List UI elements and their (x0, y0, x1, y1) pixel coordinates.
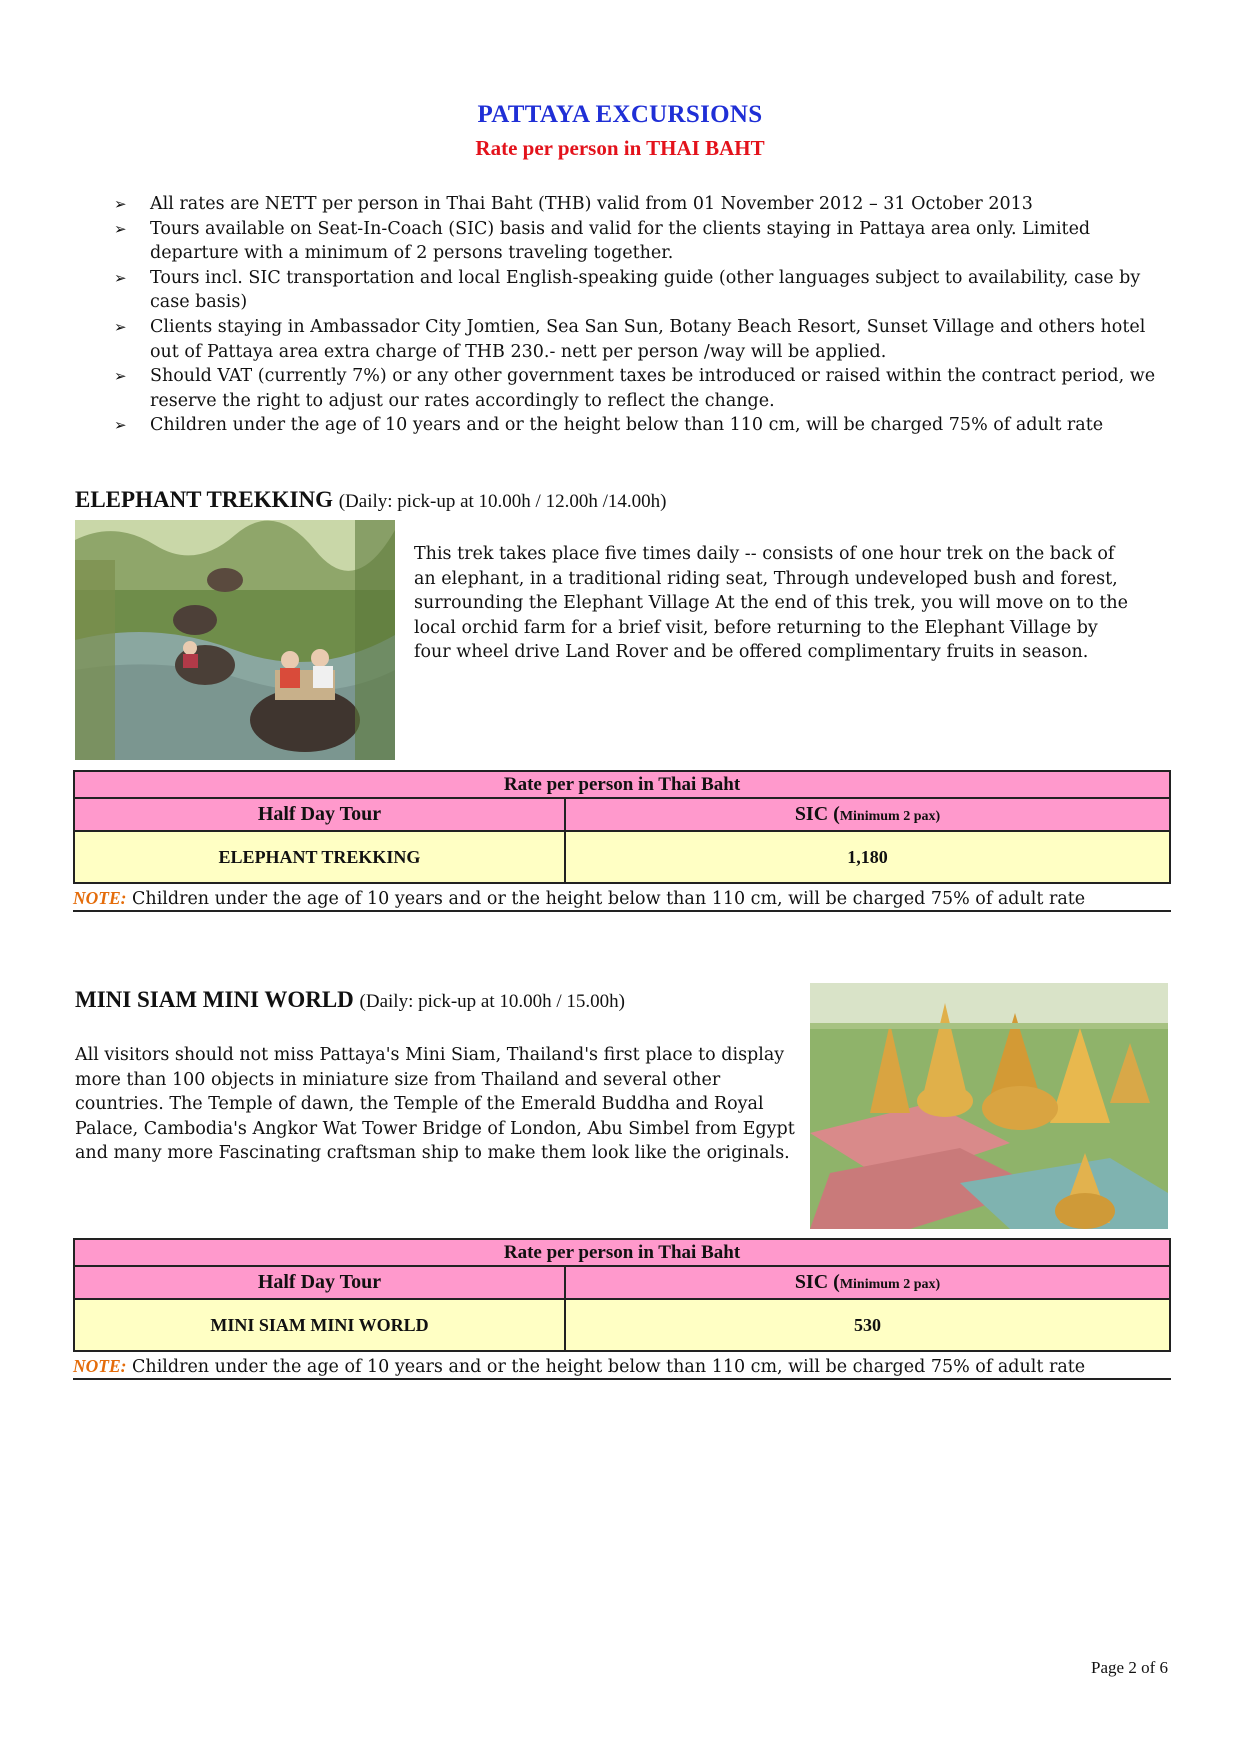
section-schedule: (Daily: pick-up at 10.00h / 12.00h /14.00h) (338, 491, 667, 512)
arrow-bullet-icon: ➢ (114, 317, 127, 336)
column-header-tour: Half Day Tour (74, 1266, 565, 1299)
rate-table-mini-siam (73, 1238, 1171, 1352)
page-subtitle: Rate per person in THAI BAHT (475, 136, 765, 160)
elephant-trekking-photo (75, 520, 395, 760)
sic-label: SIC ( (794, 803, 840, 825)
section-name: MINI SIAM MINI WORLD (75, 987, 354, 1012)
column-header-sic (565, 1266, 1170, 1299)
note-text: Children under the age of 10 years and or the height below than 110 cm, will be charged 75% of adult rate (126, 1357, 1086, 1377)
list-item (114, 192, 1174, 217)
price-cell: 1,180 (565, 831, 1170, 883)
tour-name-cell: MINI SIAM MINI WORLD (74, 1299, 565, 1351)
note-line (73, 1356, 1171, 1380)
note-label: NOTE: (73, 888, 127, 908)
note-line (73, 888, 1171, 912)
mini-siam-photo (810, 983, 1168, 1229)
list-item (114, 266, 1174, 315)
page-title: PATTAYA EXCURSIONS (477, 101, 763, 128)
bullet-text: All rates are NETT per person in Thai Baht (THB) valid from 01 November 2012 – 31 October 2013 (150, 194, 1033, 214)
section-description: All visitors should not miss Pattaya's Mini Siam, Thailand's first place to display more than 100 objects in miniature size from Thailand and several other countries. The Temple of dawn, the Temple of the Emerald Buddha and Royal Palace, Cambodia's Angkor Wat Tower Bridge of London, Abu Simbel from Egypt and many more Fascinating craftsman ship to make them look like the originals. (75, 1045, 795, 1164)
sic-minimum-label: Minimum 2 pax) (839, 1277, 941, 1292)
arrow-bullet-icon: ➢ (114, 416, 127, 435)
rate-table-caption: Rate per person in Thai Baht (74, 771, 1170, 798)
rate-table-elephant-trekking (73, 770, 1171, 884)
section-schedule: (Daily: pick-up at 10.00h / 15.00h) (359, 991, 625, 1012)
sic-minimum-label: Minimum 2 pax) (839, 809, 941, 824)
section-description: This trek takes place five times daily -- consists of one hour trek on the back of an elephant, in a traditional riding seat, Through undeveloped bush and forest, surrounding the Elephant Village At the end of this trek, you will move on to the local orchid farm for a brief visit, before returning to the Elephant Village by four wheel drive Land Rover and be offered complimentary fruits in season. (414, 544, 1129, 663)
rate-table-caption: Rate per person in Thai Baht (74, 1239, 1170, 1266)
note-text: Children under the age of 10 years and or the height below than 110 cm, will be charged 75% of adult rate (126, 889, 1086, 909)
column-header-tour: Half Day Tour (74, 798, 565, 831)
list-item (114, 217, 1174, 266)
page-number: Page 2 of 6 (1091, 1658, 1168, 1677)
section-heading-elephant-trekking (75, 487, 666, 513)
bullet-text: Should VAT (currently 7%) or any other government taxes be introduced or raised within the contract period, we reserve the right to adjust our rates accordingly to reflect the change. (150, 366, 1156, 411)
column-header-sic (565, 798, 1170, 831)
bullet-text: Tours incl. SIC transportation and local English-speaking guide (other languages subject to availability, case by case basis) (150, 267, 1141, 313)
arrow-bullet-icon: ➢ (114, 367, 127, 386)
tour-name-cell: ELEPHANT TREKKING (74, 831, 565, 883)
sic-label: SIC ( (794, 1271, 840, 1293)
note-label: NOTE: (73, 1356, 127, 1376)
bullet-text: Tours available on Seat-In-Coach (SIC) basis and valid for the clients staying in Pattaya area only. Limited departure with a minimum of 2 persons traveling together. (150, 218, 1091, 264)
section-heading-mini-siam (75, 987, 625, 1013)
list-item (114, 413, 1174, 438)
bullet-text: Children under the age of 10 years and or the height below than 110 cm, will be charged 75% of adult rate (150, 415, 1104, 436)
intro-bullet-list (114, 192, 1174, 438)
bullet-text: Clients staying in Ambassador City Jomtien, Sea San Sun, Botany Beach Resort, Sunset Village and others hotel out of Pattaya area extra charge of THB 230.- nett per person /way will be applied. (150, 316, 1146, 362)
arrow-bullet-icon: ➢ (114, 195, 127, 213)
section-name: ELEPHANT TREKKING (75, 487, 333, 512)
arrow-bullet-icon: ➢ (114, 268, 127, 287)
arrow-bullet-icon: ➢ (114, 219, 127, 238)
list-item (114, 364, 1174, 413)
list-item (114, 315, 1174, 364)
price-cell: 530 (565, 1299, 1170, 1351)
